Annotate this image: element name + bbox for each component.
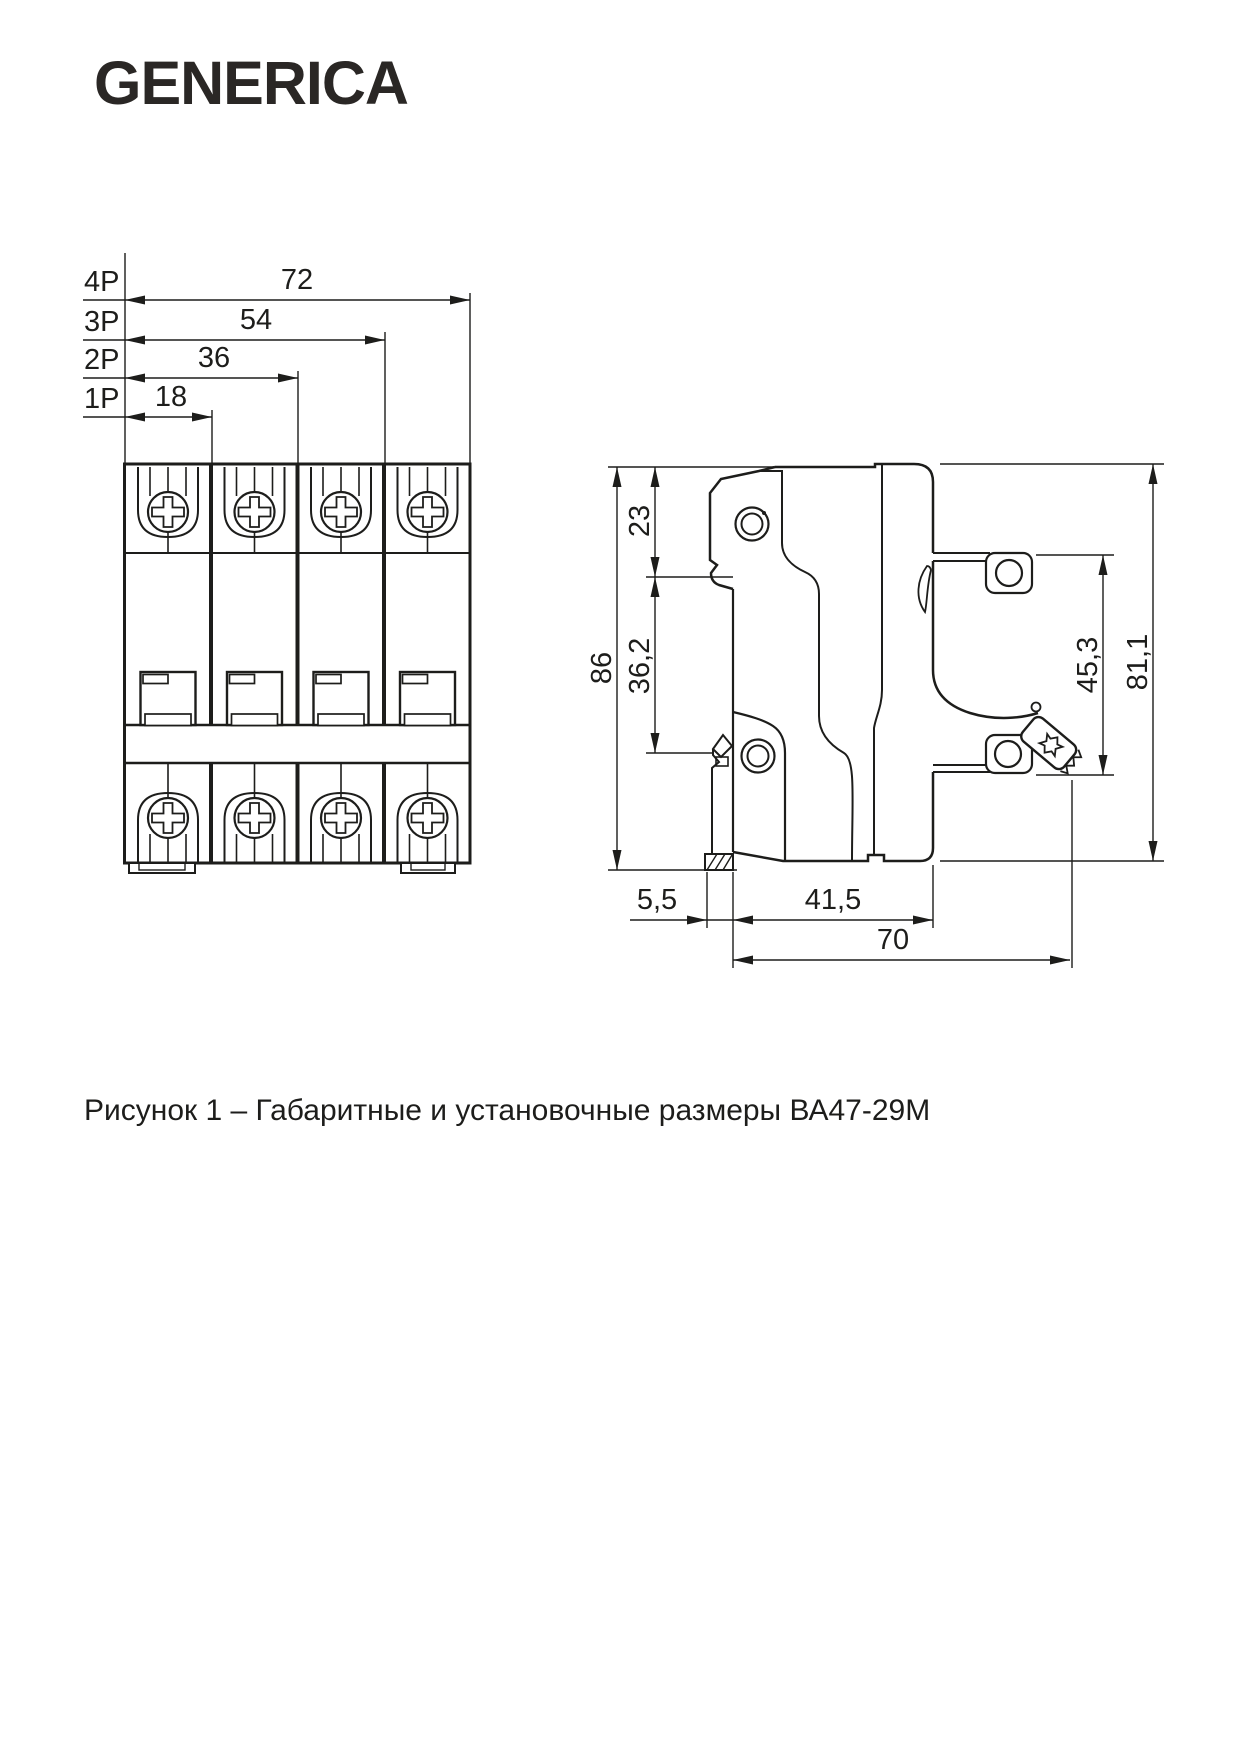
terminal-screw-upper: [736, 508, 769, 541]
dim-value-5-5: 5,5: [636, 884, 678, 916]
side-view: [705, 464, 1084, 870]
dim-value-45-3: 45,3: [1072, 636, 1104, 694]
dim-label-1p: 1P: [84, 383, 120, 415]
dim-value-41-5: 41,5: [804, 884, 862, 916]
dim-value-23: 23: [624, 504, 656, 538]
dim-value-72: 72: [280, 264, 314, 296]
dim-label-3p: 3P: [84, 306, 120, 338]
dim-label-2p: 2P: [84, 344, 120, 376]
pivot-hole: [1032, 703, 1041, 712]
crescent-slot: [918, 566, 931, 612]
mount-hole-lower: [995, 741, 1021, 767]
din-flange-lower: [933, 735, 1032, 773]
dim-value-81-1: 81,1: [1122, 633, 1154, 691]
din-latch: [705, 735, 733, 870]
side-view-dimensions: [586, 464, 1164, 968]
terminal-screw-lower: [742, 740, 775, 773]
front-view-dimensions: [83, 253, 470, 464]
mount-hole-upper: [996, 560, 1022, 586]
dim-label-4p: 4P: [84, 266, 120, 298]
dim-value-18: 18: [154, 381, 188, 413]
dim-value-86: 86: [586, 651, 618, 685]
dim-value-36: 36: [197, 342, 231, 374]
dim-value-54: 54: [239, 304, 273, 336]
dim-value-36-2: 36,2: [624, 637, 656, 695]
din-flange-upper: [933, 553, 1032, 593]
brand-logo: GENERICA: [94, 49, 408, 117]
dim-value-70: 70: [876, 924, 910, 956]
figure-caption: Рисунок 1 – Габаритные и установочные размеры ВА47-29М: [84, 1094, 931, 1127]
front-view: [125, 464, 471, 873]
